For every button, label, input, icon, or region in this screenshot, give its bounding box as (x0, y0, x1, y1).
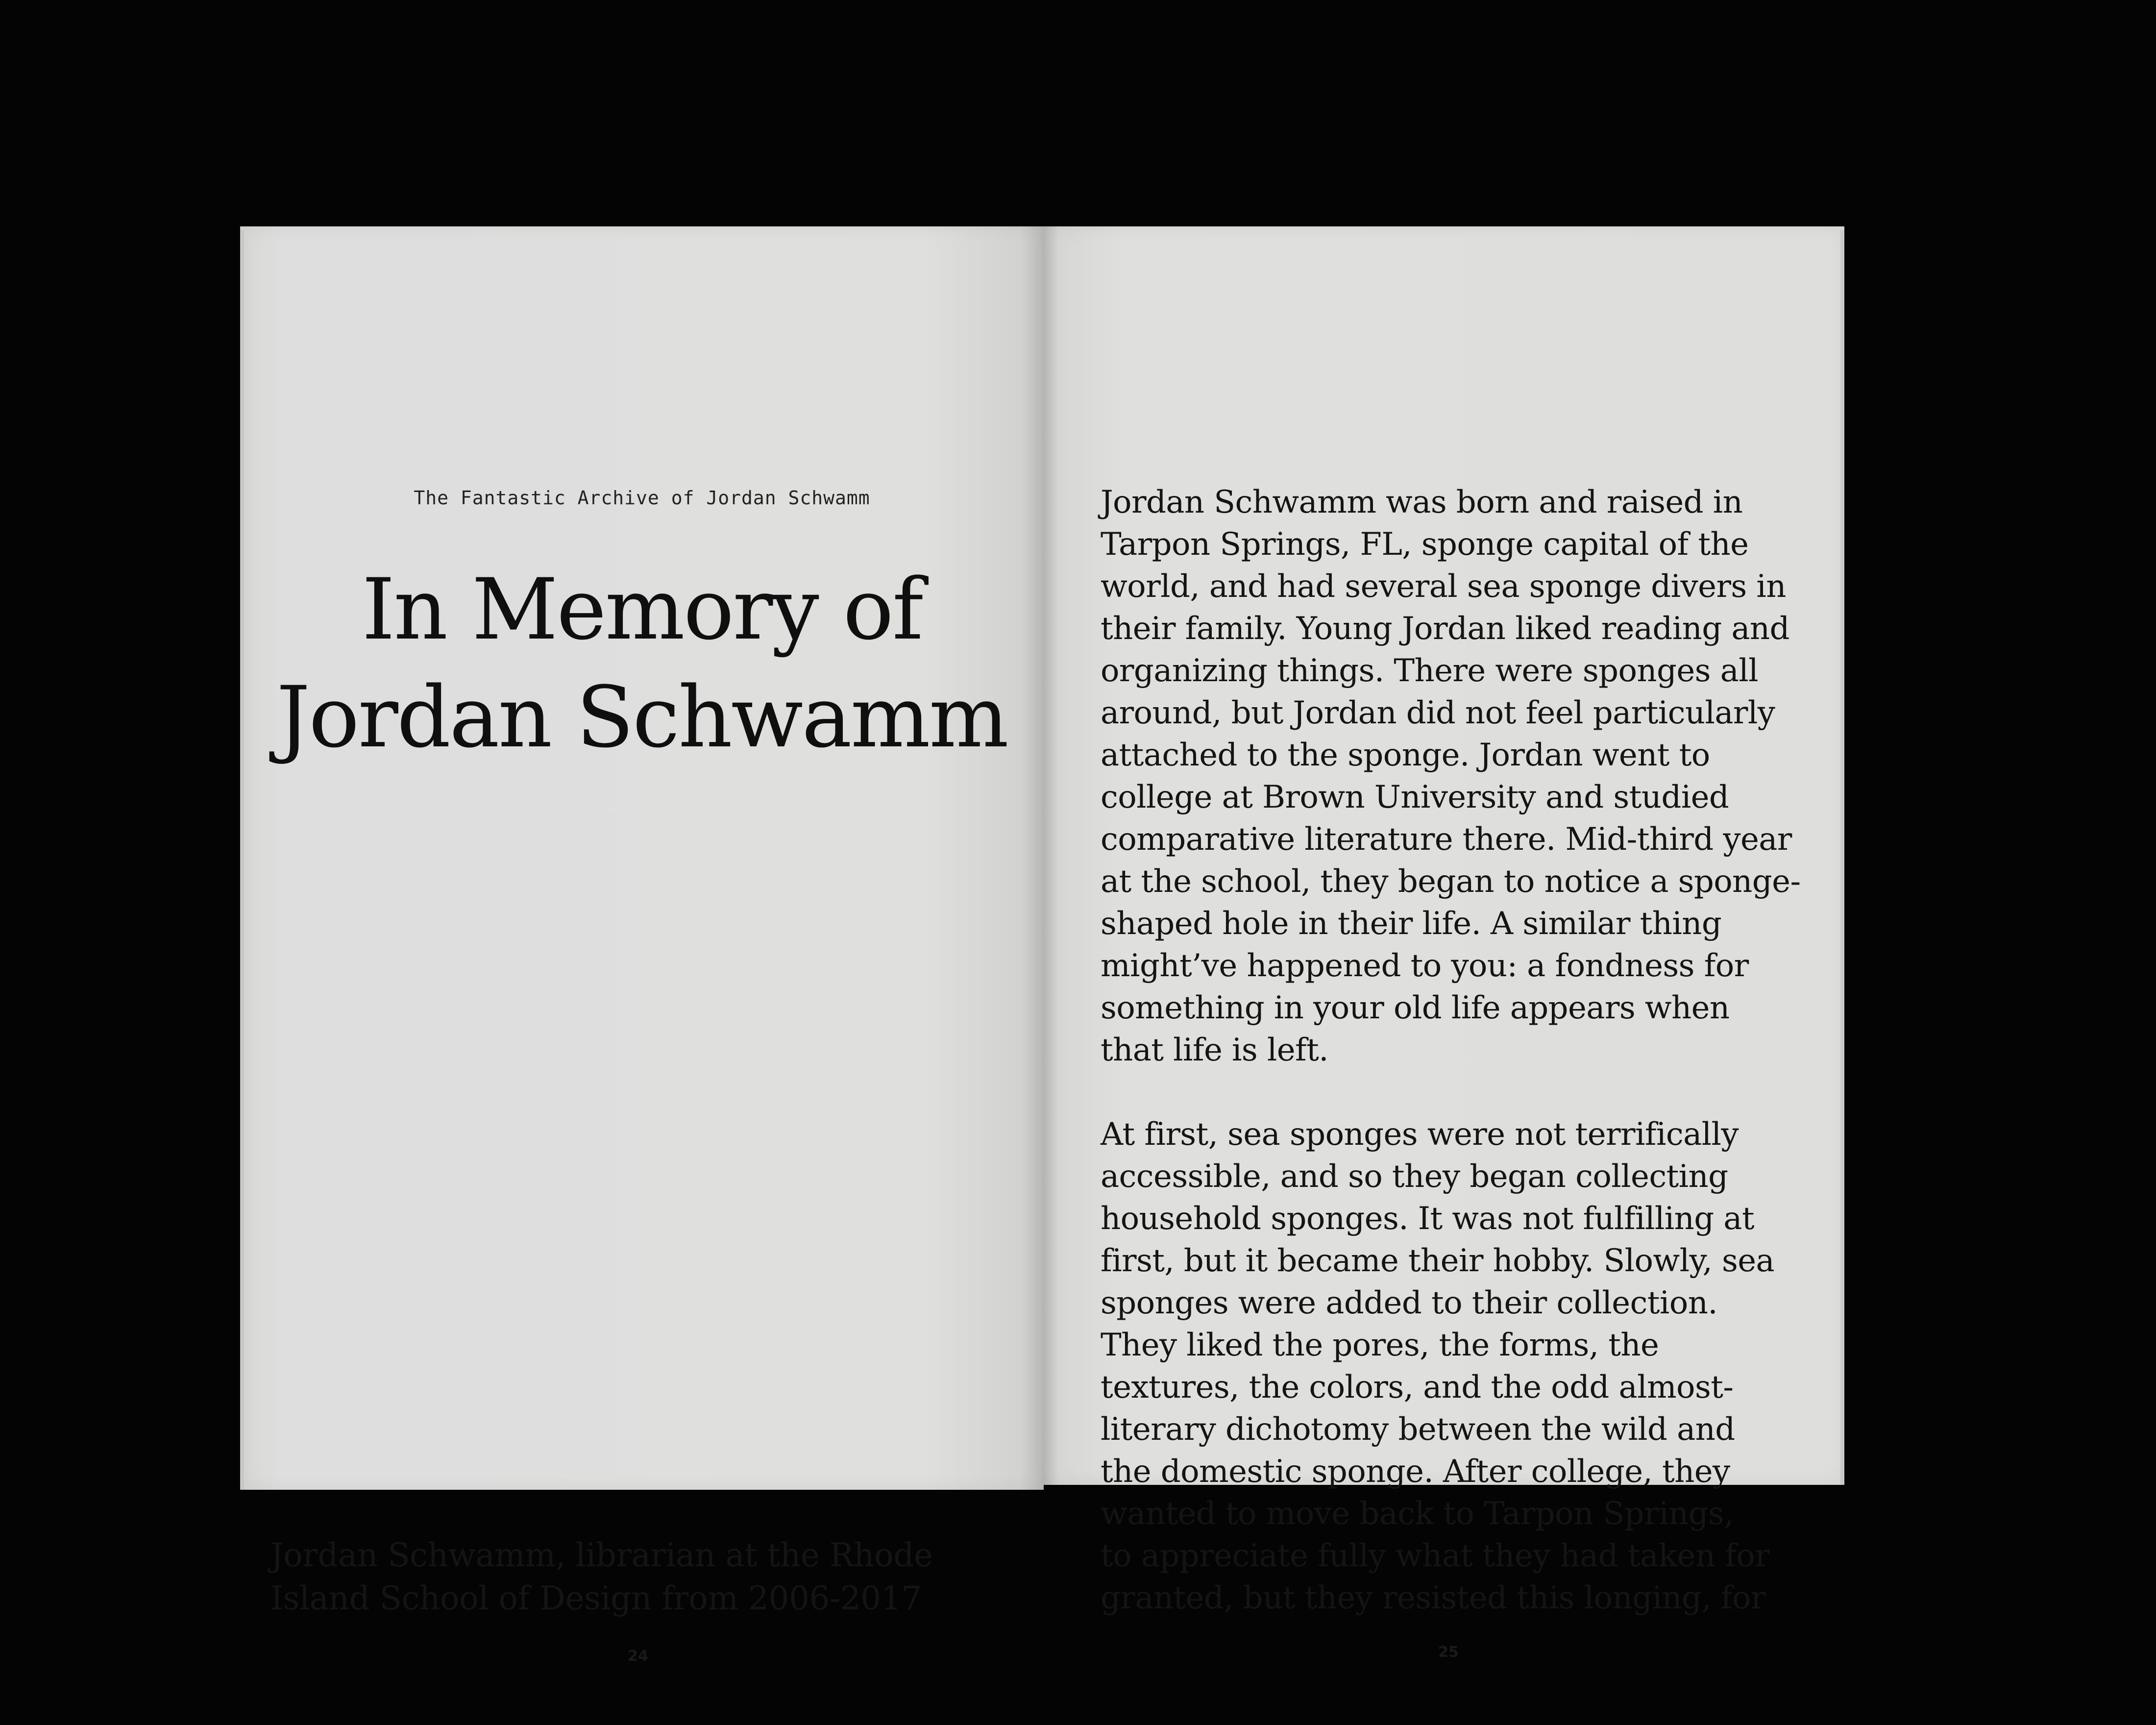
title-line: In Memory of (362, 560, 922, 659)
caption-line: Jordan Schwamm, librarian at the Rhode (270, 1536, 933, 1574)
page-number-left: 24 (628, 1648, 648, 1665)
portrait-caption (270, 1534, 1035, 1620)
page-number-right: 25 (1438, 1644, 1459, 1661)
text-line: to appreciate fully what they had taken for (1101, 1538, 1770, 1574)
paragraph (1101, 1113, 1826, 1619)
text-line: around, but Jordan did not feel particularly (1101, 695, 1775, 731)
right-page-edge (1840, 230, 1844, 1485)
text-line: Jordan Schwamm was born and raised in (1101, 484, 1743, 520)
text-line: At first, sea sponges were not terrifically (1101, 1116, 1739, 1153)
text-line: their family. Young Jordan liked reading and (1101, 611, 1789, 647)
text-line: that life is left. (1101, 1032, 1328, 1068)
text-line: the domestic sponge. After college, they (1101, 1454, 1730, 1490)
text-line: accessible, and so they began collecting (1101, 1158, 1728, 1195)
text-line: at the school, they began to notice a sponge- (1101, 863, 1801, 900)
text-line: textures, the colors, and the odd almost- (1101, 1369, 1734, 1405)
text-line: household sponges. It was not fulfilling at (1101, 1201, 1754, 1237)
page-title (240, 556, 1044, 771)
left-page (240, 226, 1044, 1665)
text-line: Tarpon Springs, FL, sponge capital of the (1101, 526, 1749, 563)
running-head: The Fantastic Archive of Jordan Schwamm (414, 487, 870, 509)
right-page (1043, 226, 1844, 1661)
text-line: world, and had several sea sponge divers in (1101, 568, 1786, 605)
caption-line: Island School of Design from 2006-2017 (270, 1579, 922, 1617)
text-line: sponges were added to their collection. (1101, 1285, 1718, 1321)
title-line: Jordan Schwamm (276, 668, 1007, 766)
text-line: college at Brown University and studied (1101, 779, 1729, 815)
text-line: organizing things. There were sponges all (1101, 653, 1758, 689)
text-line: granted, but they resisted this longing, for (1101, 1580, 1765, 1616)
left-page-edge (240, 230, 244, 1490)
text-line: wanted to move back to Tarpon Springs, (1101, 1496, 1734, 1532)
text-line: literary dichotomy between the wild and (1101, 1411, 1735, 1448)
paragraph (1101, 481, 1826, 1071)
text-line: attached to the sponge. Jordan went to (1101, 737, 1710, 773)
text-line: shaped hole in their life. A similar thing (1101, 906, 1722, 942)
text-line: comparative literature there. Mid-third year (1101, 821, 1792, 858)
text-line: first, but it became their hobby. Slowly, sea (1101, 1243, 1775, 1279)
text-line: might’ve happened to you: a fondness for (1101, 948, 1749, 984)
text-line: something in your old life appears when (1101, 990, 1730, 1026)
text-line: They liked the pores, the forms, the (1101, 1327, 1659, 1363)
body-text (1101, 481, 1826, 1661)
